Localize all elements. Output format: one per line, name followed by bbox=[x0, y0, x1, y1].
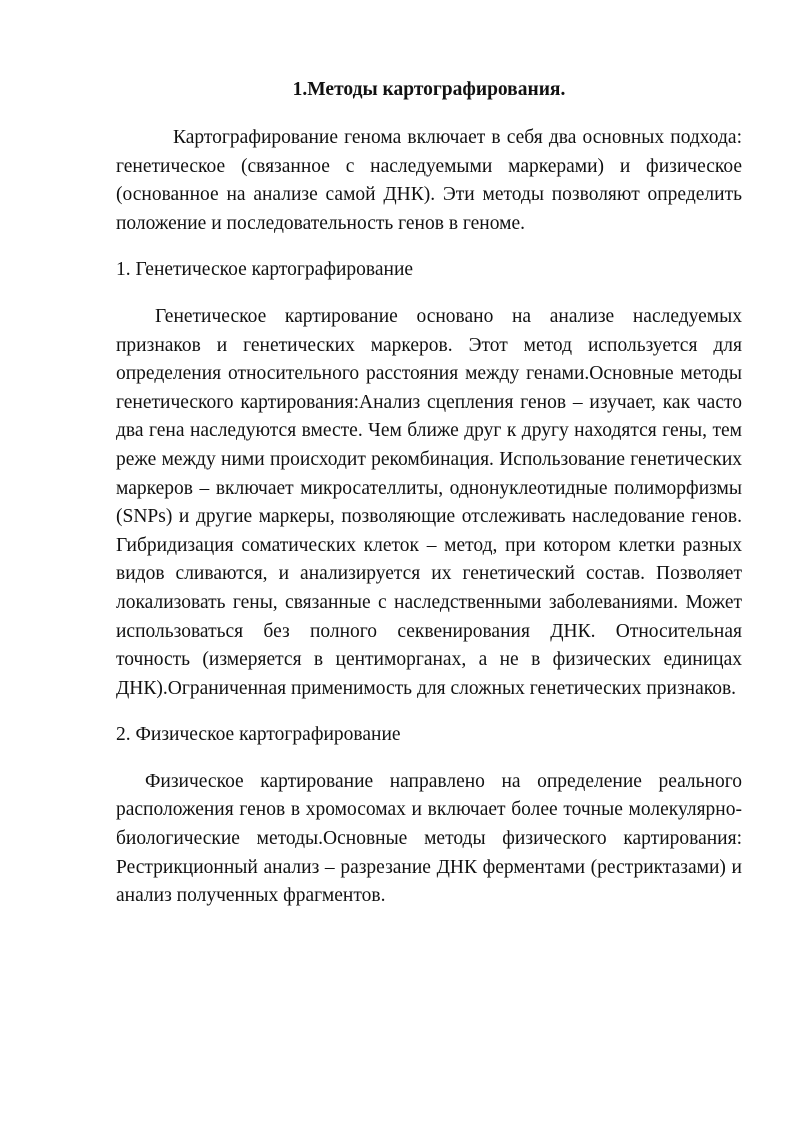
document-page bbox=[116, 76, 742, 911]
section-body-physical: Физическое картирование направлено на определение реального расположения генов в хромосомах и включает более точные молекулярно-биологические методы.Основные методы физического картирования: Рестрикционный анализ – разрезание ДНК ферментами (рестриктазами) и анализ полученных фрагментов. bbox=[116, 770, 742, 907]
intro-paragraph: Картографирование генома включает в себя два основных подхода: генетическое (связанное с наследуемыми маркерами) и физическое (основанное на анализе самой ДНК). Эти методы позволяют определить положение и последовательность генов в геноме. bbox=[116, 127, 742, 234]
section-body-genetic: Генетическое картирование основано на анализе наследуемых признаков и генетических маркеров. Этот метод используется для определения относительного расстояния между генами.Основные методы генетического картирования:Анализ сцепления генов – изучает, как часто два гена наследуются вместе. Чем ближе друг к другу находятся гены, тем реже между ними происходит рекомбинация. Использование генетических маркеров – включает микросателлиты, однонуклеотидные полиморфизмы (SNPs) и другие маркеры, позволяющие отслеживать наследование генов. Гибридизация соматических клеток – метод, при котором клетки разных видов сливаются, и анализируется их генетический состав. Позволяет локализовать гены, связанные с наследственными заболеваниями. Может использоваться без полного секвенирования ДНК. Относительная точность (измеряется в центиморганах, а не в физических единицах ДНК).Ограниченная применимость для сложных генетических признаков. bbox=[116, 305, 742, 699]
section-heading-physical: 2. Физическое картографирование bbox=[116, 724, 401, 746]
document-title: 1.Методы картографирования. bbox=[292, 79, 566, 100]
section-heading-genetic: 1. Генетическое картографирование bbox=[116, 259, 414, 281]
